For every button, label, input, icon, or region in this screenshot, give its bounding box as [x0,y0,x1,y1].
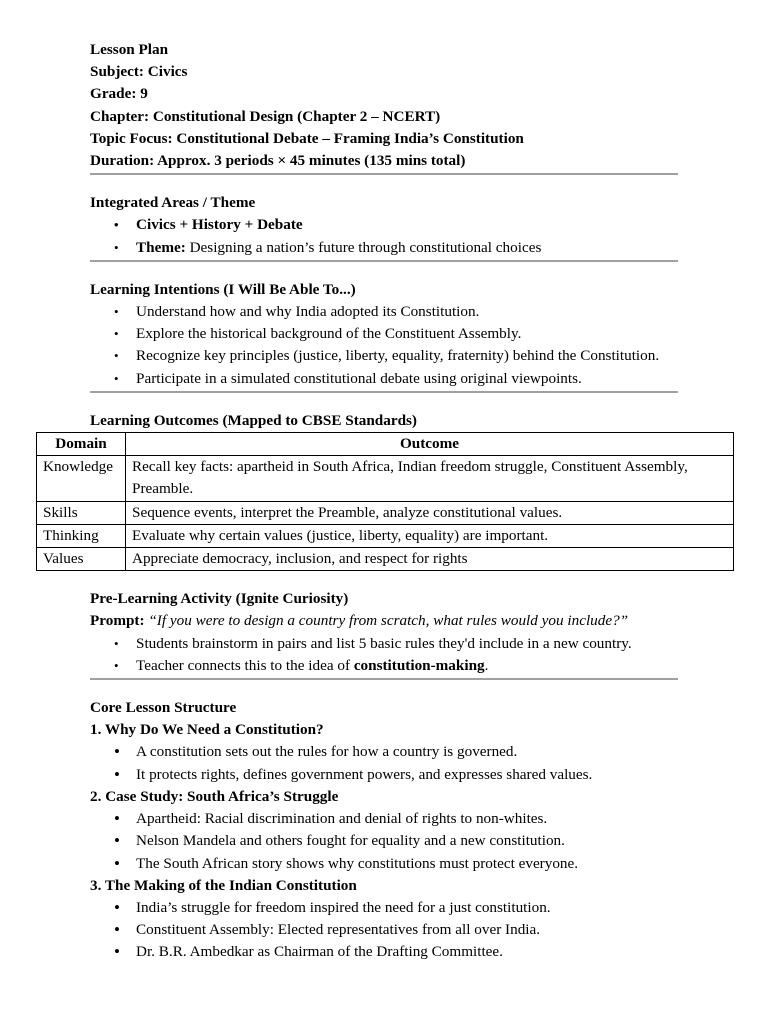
divider [90,678,678,680]
core-section [90,697,678,963]
list-item: • Explore the historical background of the Constituent Assembly. [136,323,678,345]
domain-cell: Values [37,548,126,571]
list-item: • It protects rights, defines government powers, and expresses shared values. [136,764,678,786]
domain-cell: Knowledge [37,456,126,501]
list-item: • Participate in a simulated constitutional debate using original viewpoints. [136,368,678,390]
list-item: • Constituent Assembly: Elected representatives from all over India. [136,919,678,941]
list-item: • A constitution sets out the rules for how a country is governed. [136,741,678,763]
table-row [37,456,734,501]
outcomes-section [43,410,688,571]
lesson-plan-title: Lesson Plan [90,41,169,58]
domain-cell: Skills [37,501,126,524]
grade-line: Grade: 9 [90,85,148,103]
outcome-cell: Evaluate why certain values (justice, liberty, equality) are important. [126,524,734,547]
prelearning-list [90,633,678,677]
table-row [37,501,734,524]
domain-cell: Thinking [37,524,126,547]
outcomes-heading: Learning Outcomes (Mapped to CBSE Standards) [90,411,417,429]
list-item: • Dr. B.R. Ambedkar as Chairman of the Drafting Committee. [136,941,678,963]
table-row [37,524,734,547]
prompt-text: “If you were to design a country from scratch, what rules would you include?” [148,612,629,630]
list-item: • Nelson Mandela and others fought for equality and a new constitution. [136,830,678,852]
section-list [90,808,678,875]
integrated-list [90,214,678,258]
list-item [136,655,678,677]
topic-line: Topic Focus: Constitutional Debate – Framing India’s Constitution [90,129,524,147]
column-header-domain: Domain [37,433,126,456]
outcome-cell: Recall key facts: apartheid in South Africa, Indian freedom struggle, Constituent Assembly, Preamble. [126,456,734,501]
column-header-outcome: Outcome [126,433,734,456]
subject-line: Subject: Civics [90,63,188,81]
list-item-text: Teacher connects this to the idea of [136,656,354,674]
prompt-label: Prompt: [90,612,145,630]
list-item-text: Civics + History + Debate [136,216,303,234]
outcome-cell: Appreciate democracy, inclusion, and respect for rights [126,548,734,571]
section-list [90,897,678,964]
intentions-section [90,279,678,390]
integrated-heading: Integrated Areas / Theme [90,194,256,212]
list-item: • Understand how and why India adopted its Constitution. [136,301,678,323]
chapter-line: Chapter: Constitutional Design (Chapter 2 – NCERT) [90,107,441,125]
list-item-text: . [484,656,489,674]
intentions-heading: Learning Intentions (I Will Be Able To...) [90,280,356,298]
list-item [136,237,678,259]
prompt-line [90,610,678,632]
outcomes-table [36,432,734,571]
integrated-section [90,192,678,259]
list-item: • Students brainstorm in pairs and list 5 basic rules they'd include in a new country. [136,633,678,655]
list-item: • India’s struggle for freedom inspired the need for a just constitution. [136,897,678,919]
list-item: • The South African story shows why constitutions must protect everyone. [136,853,678,875]
list-item: • Recognize key principles (justice, liberty, equality, fraternity) behind the Constitution. [136,345,678,367]
section-title: 3. The Making of the Indian Constitution [90,876,357,894]
section-title: 2. Case Study: South Africa’s Struggle [90,787,339,805]
theme-label: Theme: [136,238,186,256]
divider [90,391,678,393]
divider [90,173,678,175]
prelearning-heading: Pre-Learning Activity (Ignite Curiosity) [90,590,349,608]
table-header-row [37,433,734,456]
theme-text: Designing a nation’s future through constitutional choices [185,238,542,256]
section-title: 1. Why Do We Need a Constitution? [90,721,324,739]
list-item [136,214,678,236]
list-item: • Apartheid: Racial discrimination and denial of rights to non-whites. [136,808,678,830]
intentions-list [90,301,678,390]
header-block [90,39,678,172]
duration-line: Duration: Approx. 3 periods × 45 minutes (135 mins total) [90,152,466,170]
prelearning-section [90,588,678,677]
section-list [90,741,678,785]
table-row [37,548,734,571]
core-heading: Core Lesson Structure [90,699,237,717]
outcome-cell: Sequence events, interpret the Preamble, analyze constitutional values. [126,501,734,524]
divider [90,260,678,262]
constitution-making-term: constitution-making [353,656,485,674]
